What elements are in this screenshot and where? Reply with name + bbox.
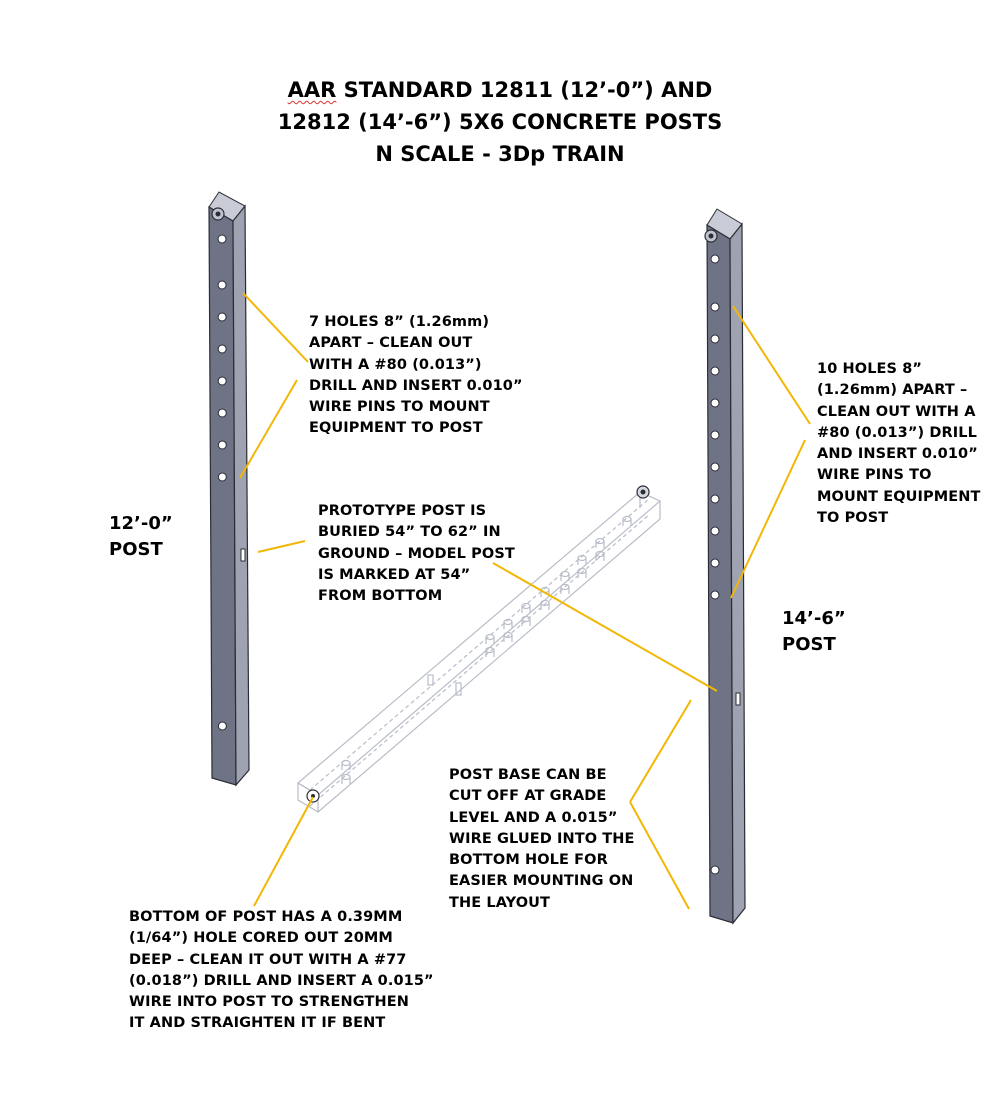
- mounting-hole: [218, 473, 226, 481]
- note-line: (1/64”) HOLE CORED OUT 20MM: [129, 930, 393, 947]
- note-line: BURIED 54” TO 62” IN: [318, 524, 501, 541]
- note-line: AND INSERT 0.010”: [817, 446, 978, 463]
- mounting-hole: [711, 255, 719, 263]
- note-line: IS MARKED AT 54”: [318, 566, 471, 583]
- ghost-pin: [342, 761, 350, 766]
- page-title-line-1: AAR STANDARD 12811 (12’-0”) AND: [287, 78, 713, 102]
- mounting-hole: [218, 377, 226, 385]
- mounting-hole: [218, 345, 226, 353]
- note-bottom-hole: [129, 907, 434, 1035]
- label-12ft-line-2: POST: [109, 539, 163, 560]
- leader-bottom: [254, 797, 313, 906]
- note-line: WIRE PINS TO: [817, 467, 932, 484]
- mounting-hole: [711, 866, 719, 874]
- leader-prototype-right: [493, 563, 717, 691]
- label-14ft-line-1: 14’-6”: [782, 608, 846, 629]
- mounting-hole: [218, 281, 226, 289]
- leader-base-upper: [630, 700, 691, 802]
- note-line: THE LAYOUT: [449, 894, 551, 911]
- note-line: BOTTOM OF POST HAS A 0.39MM: [129, 909, 403, 925]
- mounting-hole: [711, 367, 719, 375]
- note-line: WIRE GLUED INTO THE: [449, 830, 635, 847]
- note-ten-holes: [817, 359, 981, 529]
- note-line: WIRE INTO POST TO STRENGTHEN: [129, 994, 409, 1011]
- note-seven-holes: [309, 312, 523, 440]
- ghost-pin: [486, 635, 494, 640]
- mounting-hole: [711, 591, 719, 599]
- note-line: GROUND – MODEL POST: [318, 545, 515, 562]
- note-line: CLEAN OUT WITH A: [817, 403, 976, 420]
- label-14ft-post: [782, 606, 846, 658]
- note-line: #80 (0.013”) DRILL: [817, 424, 977, 441]
- note-line: 7 HOLES 8” (1.26mm): [309, 314, 490, 330]
- note-line: PROTOTYPE POST IS: [318, 503, 487, 519]
- note-line: IT AND STRAIGHTEN IT IF BENT: [129, 1015, 386, 1032]
- mounting-hole: [218, 441, 226, 449]
- mounting-hole: [711, 303, 719, 311]
- note-line: DRILL AND INSERT 0.010”: [309, 377, 523, 394]
- note-line: POST BASE CAN BE: [449, 767, 607, 783]
- mounting-hole: [711, 399, 719, 407]
- mounting-hole: [218, 722, 226, 730]
- note-line: LEVEL AND A 0.015”: [449, 809, 618, 826]
- ghost-pin: [504, 633, 512, 638]
- label-14ft-line-2: POST: [782, 634, 836, 655]
- note-line: WITH A #80 (0.013”): [309, 356, 482, 373]
- ghost-pin: [623, 517, 631, 522]
- ghost-pin: [596, 539, 604, 544]
- leader-base-lower: [630, 802, 689, 909]
- note-line: (0.018”) DRILL AND INSERT A 0.015”: [129, 972, 434, 989]
- mounting-hole: [218, 235, 226, 243]
- mounting-hole: [711, 527, 719, 535]
- mounting-hole: [711, 463, 719, 471]
- note-line: DEEP – CLEAN IT OUT WITH A #77: [129, 951, 407, 968]
- mounting-hole: [711, 495, 719, 503]
- mounting-hole: [218, 409, 226, 417]
- note-post-base: [449, 765, 635, 914]
- label-12ft-post: [109, 511, 173, 563]
- mounting-hole: [711, 431, 719, 439]
- leader-10-holes-upper: [733, 306, 810, 424]
- leader-7-holes-upper: [243, 293, 308, 362]
- note-line: APART – CLEAN OUT: [309, 335, 473, 352]
- ghost-pin: [522, 604, 530, 609]
- note-line: MOUNT EQUIPMENT: [817, 488, 981, 505]
- note-line: BOTTOM HOLE FOR: [449, 852, 608, 869]
- mounting-hole: [711, 559, 719, 567]
- note-prototype: [318, 501, 515, 607]
- note-line: (1.26mm) APART –: [817, 382, 968, 399]
- note-line: CUT OFF AT GRADE: [449, 788, 607, 805]
- page-title-line-3: N SCALE - 3Dp TRAIN: [375, 142, 625, 166]
- note-line: EQUIPMENT TO POST: [309, 420, 483, 437]
- leader-7-holes-lower: [240, 380, 297, 478]
- note-line: TO POST: [817, 510, 889, 527]
- note-line: EASIER MOUNTING ON: [449, 873, 634, 890]
- mounting-hole: [218, 313, 226, 321]
- leader-prototype-left: [258, 541, 305, 552]
- page-title-line-2: 12812 (14’-6”) 5X6 CONCRETE POSTS: [277, 110, 723, 134]
- label-12ft-line-1: 12’-0”: [109, 513, 173, 534]
- mounting-hole: [711, 335, 719, 343]
- post-12ft-drawing: [209, 192, 249, 785]
- note-line: FROM BOTTOM: [318, 588, 443, 605]
- note-line: WIRE PINS TO MOUNT: [309, 399, 490, 416]
- note-line: 10 HOLES 8”: [817, 361, 923, 377]
